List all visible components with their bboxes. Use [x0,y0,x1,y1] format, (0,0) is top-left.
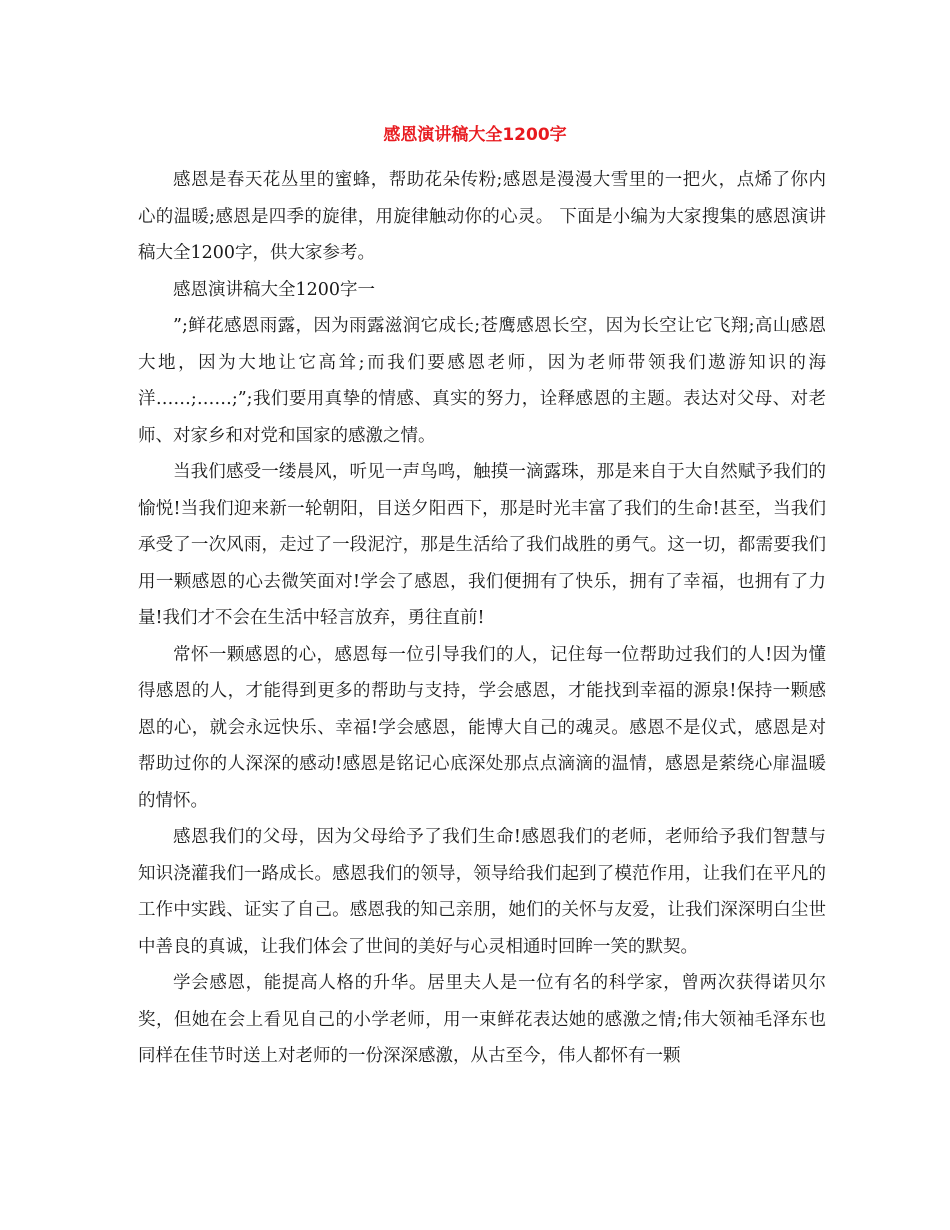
section-heading: 感恩演讲稿大全1200字一 [173,279,376,300]
paragraph: 常怀一颗感恩的心，感恩每一位引导我们的人，记住每一位帮助过我们的人!因为懂得感恩的人，才能得到更多的帮助与支持，学会感恩，才能找到幸福的源泉!保持一颗感恩的心，就会永远快乐、幸福!学会感恩，能博大自己的魂灵。感恩不是仪式，感恩是对帮助过你的人深深的感动!感恩是铭记心底深处那点点滴滴的温情，感恩是萦绕心扉温暖的情怀。 [138,644,826,811]
paragraph: 感恩是春天花丛里的蜜蜂，帮助花朵传粉;感恩是漫漫大雪里的一把火，点烯了你内心的温暖;感恩是四季的旋律，用旋律触动你的心灵。 下面是小编为大家搜集的感恩演讲稿大全1200字，供大家参考。 [138,170,826,263]
paragraph: ”;鲜花感恩雨露，因为雨露滋润它成长;苍鹰感恩长空，因为长空让它飞翔;高山感恩大地，因为大地让它高耸;而我们要感恩老师，因为老师带领我们遨游知识的海洋……;……;”;我们要用真挚的情感、真实的努力，诠释感恩的主题。表达对父母、对老师、对家乡和对党和国家的感激之情。 [138,316,826,446]
document-body [138,162,826,1075]
paragraph: 当我们感受一缕晨风，听见一声鸟鸣，触摸一滴露珠，那是来自于大自然赋予我们的愉悦!当我们迎来新一轮朝阳，目送夕阳西下，那是时光丰富了我们的生命!甚至，当我们承受了一次风雨，走过了一段泥泞，那是生活给了我们战胜的勇气。这一切，都需要我们用一颗感恩的心去微笑面对!学会了感恩，我们便拥有了快乐，拥有了幸福，也拥有了力量!我们才不会在生活中轻言放弃，勇往直前! [138,462,826,628]
document-title: 感恩演讲稿大全1200字 [383,125,567,145]
paragraph: 学会感恩，能提高人格的升华。居里夫人是一位有名的科学家，曾两次获得诺贝尔奖，但她在会上看见自己的小学老师，用一束鲜花表达她的感激之情;伟大领袖毛泽东也同样在佳节时送上对老师的一份深深感激，从古至今，伟人都怀有一颗 [138,973,826,1066]
paragraph: 感恩我们的父母，因为父母给予了我们生命!感恩我们的老师，老师给予我们智慧与知识浇灌我们一路成长。感恩我们的领导，领导给我们起到了模范作用，让我们在平凡的工作中实践、证实了自己。感恩我的知己亲朋，她们的关怀与友爱，让我们深深明白尘世中善良的真诚，让我们体会了世间的美好与心灵相通时回眸一笑的默契。 [138,827,826,957]
